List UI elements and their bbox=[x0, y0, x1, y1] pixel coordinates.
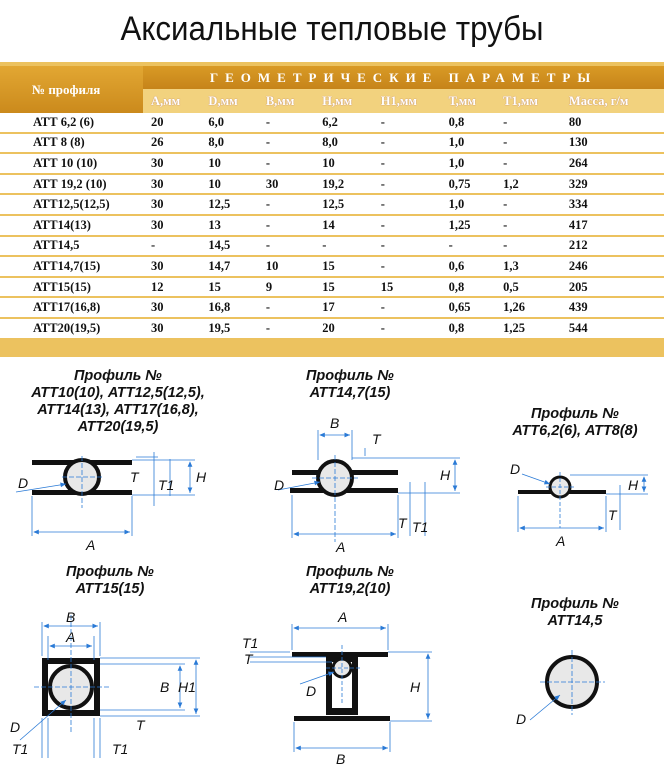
caption-line: АТТ15(15) bbox=[75, 581, 145, 597]
dim-label-t: T bbox=[608, 507, 617, 523]
value-cell: - bbox=[373, 215, 441, 236]
profile-cell: АТТ12,5(12,5) bbox=[0, 194, 143, 215]
value-cell: - bbox=[373, 174, 441, 195]
table-row bbox=[0, 174, 664, 195]
value-cell: 264 bbox=[561, 153, 664, 174]
dim-label-t1: T1 bbox=[412, 519, 429, 535]
profile-cell: АТТ 19,2 (10) bbox=[0, 174, 143, 195]
profile-drawing-2 bbox=[278, 430, 460, 542]
value-cell: 205 bbox=[561, 277, 664, 298]
value-cell: 6,2 bbox=[314, 113, 372, 133]
value-cell: 14,5 bbox=[200, 236, 257, 257]
column-header: Т1,мм bbox=[495, 89, 561, 113]
profile-cell: АТТ 8 (8) bbox=[0, 133, 143, 154]
dim-label-t: T bbox=[398, 515, 407, 531]
column-header: А,мм bbox=[143, 89, 200, 113]
caption-line: АТТ6,2(6), АТТ8(8) bbox=[512, 423, 638, 439]
value-cell: 0,5 bbox=[495, 277, 561, 298]
value-cell: 1,0 bbox=[441, 194, 496, 215]
value-cell: 30 bbox=[143, 194, 200, 215]
profile-cell: АТТ14,5 bbox=[0, 236, 143, 257]
value-cell: - bbox=[495, 194, 561, 215]
dim-label-a: A bbox=[338, 609, 348, 625]
value-cell: 0,65 bbox=[441, 297, 496, 318]
table-row bbox=[0, 113, 664, 133]
value-cell: - bbox=[373, 297, 441, 318]
table-row bbox=[0, 153, 664, 174]
profile-cell: АТТ15(15) bbox=[0, 277, 143, 298]
value-cell: 30 bbox=[143, 153, 200, 174]
value-cell: 0,8 bbox=[441, 113, 496, 133]
value-cell: 14 bbox=[314, 215, 372, 236]
value-cell: 30 bbox=[258, 174, 314, 195]
caption-line: Профиль № bbox=[73, 368, 163, 384]
value-cell: 0,8 bbox=[441, 277, 496, 298]
dim-label-t: T bbox=[372, 431, 381, 447]
caption-line: АТТ14,5 bbox=[547, 613, 603, 629]
value-cell: 6,0 bbox=[200, 113, 257, 133]
caption-line: Профиль № bbox=[65, 564, 155, 580]
value-cell: 20 bbox=[143, 113, 200, 133]
value-cell: - bbox=[258, 133, 314, 154]
value-cell: 14,7 bbox=[200, 256, 257, 277]
dim-label-d: D bbox=[10, 719, 21, 735]
column-header: Т,мм bbox=[441, 89, 496, 113]
caption-line: Профиль № bbox=[530, 596, 620, 612]
value-cell: 8,0 bbox=[200, 133, 257, 154]
value-cell: 10 bbox=[200, 153, 257, 174]
value-cell: 30 bbox=[143, 256, 200, 277]
value-cell: 130 bbox=[561, 133, 664, 154]
value-cell: 1,25 bbox=[495, 318, 561, 339]
caption-line: Профиль № bbox=[305, 564, 395, 580]
table-row bbox=[0, 133, 664, 154]
dim-label-a: A bbox=[556, 533, 566, 549]
column-header: Н,мм bbox=[314, 89, 372, 113]
value-cell: - bbox=[373, 236, 441, 257]
value-cell: - bbox=[495, 153, 561, 174]
dim-label-d: D bbox=[510, 461, 521, 477]
value-cell: 334 bbox=[561, 194, 664, 215]
page-title: Аксиальные тепловые трубы bbox=[120, 10, 544, 48]
value-cell: - bbox=[258, 236, 314, 257]
value-cell: 329 bbox=[561, 174, 664, 195]
value-cell: 30 bbox=[143, 297, 200, 318]
value-cell: 544 bbox=[561, 318, 664, 339]
value-cell: 1,25 bbox=[441, 215, 496, 236]
parameters-table-panel bbox=[0, 62, 664, 357]
value-cell: - bbox=[441, 236, 496, 257]
value-cell: - bbox=[258, 318, 314, 339]
parameters-table bbox=[0, 66, 664, 340]
value-cell: 12,5 bbox=[314, 194, 372, 215]
value-cell: 20 bbox=[314, 318, 372, 339]
profile-drawing-4 bbox=[20, 615, 200, 758]
value-cell: 30 bbox=[143, 215, 200, 236]
value-cell: - bbox=[258, 194, 314, 215]
value-cell: 12,5 bbox=[200, 194, 257, 215]
value-cell: - bbox=[373, 194, 441, 215]
table-row bbox=[0, 256, 664, 277]
dim-label-d: D bbox=[306, 683, 317, 699]
table-row bbox=[0, 318, 664, 339]
value-cell: - bbox=[373, 256, 441, 277]
dim-label-t1: T1 bbox=[112, 741, 129, 757]
profile-column-header: № профиля bbox=[0, 66, 143, 113]
value-cell: - bbox=[495, 113, 561, 133]
profile-drawing-6 bbox=[530, 650, 605, 720]
value-cell: 10 bbox=[258, 256, 314, 277]
geometric-parameters-header: ГЕОМЕТРИЧЕСКИЕ ПАРАМЕТРЫ bbox=[143, 66, 664, 89]
profile-cell: АТТ 10 (10) bbox=[0, 153, 143, 174]
dim-label-a: A bbox=[86, 537, 96, 553]
dim-label-t1: T1 bbox=[12, 741, 29, 757]
value-cell: 0,6 bbox=[441, 256, 496, 277]
value-cell: 13 bbox=[200, 215, 257, 236]
value-cell: - bbox=[495, 133, 561, 154]
dim-label-a: A bbox=[336, 539, 346, 555]
value-cell: 417 bbox=[561, 215, 664, 236]
value-cell: - bbox=[373, 153, 441, 174]
profile-cell: АТТ14(13) bbox=[0, 215, 143, 236]
dim-label-h: H bbox=[628, 477, 639, 493]
value-cell: 19,2 bbox=[314, 174, 372, 195]
drawings-svg bbox=[0, 360, 664, 768]
dim-label-d: D bbox=[274, 477, 285, 493]
value-cell: - bbox=[373, 113, 441, 133]
dim-label-t1: T1 bbox=[242, 635, 259, 651]
value-cell: 246 bbox=[561, 256, 664, 277]
profile-cell: АТТ17(16,8) bbox=[0, 297, 143, 318]
dim-label-b: B bbox=[160, 679, 170, 695]
value-cell: 12 bbox=[143, 277, 200, 298]
value-cell: 10 bbox=[314, 153, 372, 174]
column-header: Масса, г/м bbox=[561, 89, 664, 113]
value-cell: 17 bbox=[314, 297, 372, 318]
value-cell: 30 bbox=[143, 174, 200, 195]
value-cell: 15 bbox=[200, 277, 257, 298]
dim-label-a: A bbox=[66, 629, 76, 645]
dim-label-b: B bbox=[66, 609, 76, 625]
value-cell: - bbox=[258, 113, 314, 133]
column-header: Н1,мм bbox=[373, 89, 441, 113]
profile-drawing-5 bbox=[250, 624, 432, 752]
dim-label-h1: H1 bbox=[178, 679, 196, 695]
value-cell: 1,0 bbox=[441, 153, 496, 174]
value-cell: 16,8 bbox=[200, 297, 257, 318]
table-row bbox=[0, 215, 664, 236]
profile-cell: АТТ 6,2 (6) bbox=[0, 113, 143, 133]
table-row bbox=[0, 236, 664, 257]
value-cell: - bbox=[314, 236, 372, 257]
value-cell: 212 bbox=[561, 236, 664, 257]
value-cell: 1,0 bbox=[441, 133, 496, 154]
value-cell: 0,75 bbox=[441, 174, 496, 195]
value-cell: - bbox=[258, 297, 314, 318]
value-cell: - bbox=[495, 215, 561, 236]
value-cell: 30 bbox=[143, 318, 200, 339]
value-cell: 439 bbox=[561, 297, 664, 318]
value-cell: 9 bbox=[258, 277, 314, 298]
table-row bbox=[0, 297, 664, 318]
value-cell: - bbox=[258, 215, 314, 236]
caption-line: АТТ19,2(10) bbox=[309, 581, 391, 597]
dim-label-b: B bbox=[330, 415, 340, 431]
profile-cell: АТТ14,7(15) bbox=[0, 256, 143, 277]
value-cell: 15 bbox=[314, 277, 372, 298]
value-cell: 1,26 bbox=[495, 297, 561, 318]
value-cell: 1,3 bbox=[495, 256, 561, 277]
dim-label-t1: T1 bbox=[158, 477, 175, 493]
value-cell: 80 bbox=[561, 113, 664, 133]
caption-line: АТТ14(13), АТТ17(16,8), bbox=[37, 402, 199, 418]
dim-label-h: H bbox=[410, 679, 421, 695]
caption-line: Профиль № bbox=[530, 406, 620, 422]
caption-line: АТТ14,7(15) bbox=[309, 385, 391, 401]
value-cell: 8,0 bbox=[314, 133, 372, 154]
dim-label-d: D bbox=[516, 711, 527, 727]
dim-label-t: T bbox=[136, 717, 145, 733]
dim-label-d: D bbox=[18, 475, 29, 491]
column-header: В,мм bbox=[258, 89, 314, 113]
dim-label-h: H bbox=[196, 469, 207, 485]
value-cell: - bbox=[373, 133, 441, 154]
value-cell: - bbox=[495, 236, 561, 257]
value-cell: - bbox=[373, 318, 441, 339]
value-cell: 15 bbox=[314, 256, 372, 277]
profile-drawings bbox=[0, 360, 664, 768]
value-cell: 1,2 bbox=[495, 174, 561, 195]
value-cell: 15 bbox=[373, 277, 441, 298]
table-row bbox=[0, 277, 664, 298]
column-header: D,мм bbox=[200, 89, 257, 113]
dim-label-b: B bbox=[336, 751, 346, 767]
dim-label-t: T bbox=[130, 469, 139, 485]
table-row bbox=[0, 194, 664, 215]
dim-label-t: T bbox=[244, 651, 253, 667]
caption-line: АТТ10(10), АТТ12,5(12,5), bbox=[31, 385, 205, 401]
profile-drawing-1 bbox=[16, 452, 195, 536]
value-cell: 26 bbox=[143, 133, 200, 154]
value-cell: - bbox=[143, 236, 200, 257]
value-cell: 10 bbox=[200, 174, 257, 195]
value-cell: - bbox=[258, 153, 314, 174]
caption-line: АТТ20(19,5) bbox=[77, 419, 159, 435]
value-cell: 19,5 bbox=[200, 318, 257, 339]
dim-label-h: H bbox=[440, 467, 451, 483]
profile-cell: АТТ20(19,5) bbox=[0, 318, 143, 339]
value-cell: 0,8 bbox=[441, 318, 496, 339]
caption-line: Профиль № bbox=[305, 368, 395, 384]
